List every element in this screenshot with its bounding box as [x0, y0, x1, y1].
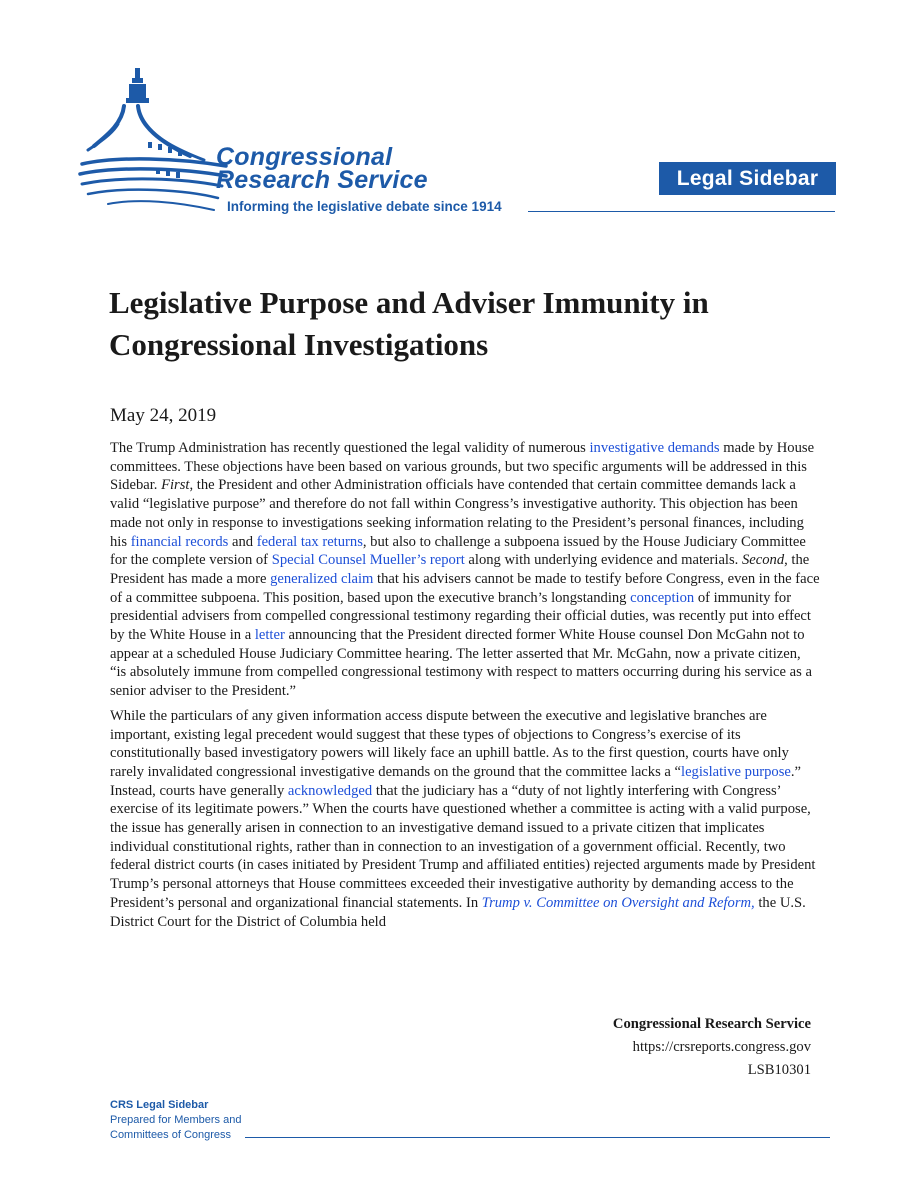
- footer-divider: [245, 1137, 830, 1138]
- text-run: , but also to challenge a subpoena issued by the House Judiciary Committee for the complete version of: [110, 533, 806, 569]
- tagline-divider: [528, 211, 835, 212]
- tagline: Informing the legislative debate since 1914: [227, 199, 502, 214]
- link-conception[interactable]: conception: [630, 589, 695, 606]
- paragraph-2: [110, 707, 820, 931]
- text-run: and: [228, 533, 257, 550]
- link-trump-v-committee[interactable]: Trump v. Committee on Oversight and Reform,: [481, 894, 755, 911]
- text-run: along with underlying evidence and materials.: [464, 552, 742, 569]
- link-acknowledged[interactable]: acknowledged: [287, 782, 373, 799]
- org-name-line2: Research Service: [216, 166, 428, 194]
- text-run: that his advisers cannot be made to testify before Congress, even in the face of a committee subpoena. This position, based upon the executive branch’s longstanding: [110, 570, 820, 606]
- text-run: made by House committees. These objections have been based on various grounds, but two specific arguments will be addressed in this Sidebar.: [110, 440, 815, 494]
- link-letter[interactable]: letter: [254, 627, 285, 644]
- org-name: [216, 143, 428, 194]
- footer-org: Congressional Research Service: [612, 1016, 811, 1032]
- link-generalized-claim[interactable]: generalized claim: [270, 570, 374, 587]
- footer-citation: [613, 1013, 811, 1082]
- text-run: announcing that the President directed former White House counsel Don McGahn not to appear at a scheduled House Judiciary Committee hearing. The letter asserted that Mr. McGahn, now a private citizen, “is absolutely immune from compelled congressional testimony with respect to matters occurring during his service as a senior adviser to the President.”: [110, 627, 812, 700]
- text-run: , the President and other Administration officials have contended that certain committee demands lack a valid “legislative purpose” and therefore do not fall within Congress’s investigative authority. This objection has been made not only in response to investigations seeking information relating to the President’s personal finances, including his: [110, 477, 804, 550]
- link-legislative-purpose[interactable]: legislative purpose: [681, 763, 791, 780]
- org-name-line1: Congressional: [216, 143, 393, 171]
- emphasis-first: First: [161, 477, 190, 494]
- paragraph-1: [110, 439, 820, 701]
- link-mueller-report[interactable]: Special Counsel Mueller’s report: [271, 552, 465, 569]
- link-financial-records[interactable]: financial records: [130, 533, 229, 550]
- link-investigative-demands[interactable]: investigative demands: [589, 440, 720, 456]
- crs-footer: [110, 1098, 241, 1143]
- legal-sidebar-badge: Legal Sidebar: [659, 162, 836, 195]
- crs-footer-line2: Prepared for Members and: [110, 1114, 242, 1126]
- footer-url[interactable]: https://crsreports.congress.gov: [632, 1039, 811, 1055]
- report-code: LSB10301: [747, 1062, 811, 1078]
- text-run: The Trump Administration has recently questioned the legal validity of numerous: [110, 440, 590, 456]
- publication-date: May 24, 2019: [110, 405, 217, 426]
- crs-footer-line3: Committees of Congress: [110, 1129, 232, 1141]
- text-run: While the particulars of any given information access dispute between the executive and legislative branches are important, existing legal precedent would suggest that these types of objections to Congress’s exercise of its constitutionally based investigatory powers will likely face an uphill battle. As to the first question, courts have only rarely invalidated congressional investigative demands on the ground that the committee lacks a “: [110, 707, 789, 780]
- text-run: .” Instead, courts have generally: [110, 763, 801, 799]
- crs-footer-title: CRS Legal Sidebar: [110, 1099, 209, 1111]
- document-body: [110, 439, 820, 937]
- text-run: that the judiciary has a “duty of not lightly interfering with Congress’ exercise of its legitimate powers.” When the courts have questioned whether a committee is acting with a valid purpose, the issue has generally arisen in connection to an investigative demand issued to a private citizen that implicates individual constitutional rights, rather than in connection to an investigation of a government official. Recently, two federal district courts (in cases initiated by President Trump and affiliated entities) rejected arguments made by President Trump’s personal attorneys that House committees exceeded their investigative authority by demanding access to the President’s personal and organizational financial statements. In: [110, 782, 816, 911]
- text-run: the U.S. District Court for the District of Columbia held: [110, 894, 806, 930]
- text-run: of immunity for presidential advisers from compelled congressional testimony regarding their official duties, was recently put into effect by the White House in a: [110, 589, 811, 644]
- link-federal-tax-returns[interactable]: federal tax returns: [256, 533, 363, 550]
- crs-logo: [78, 64, 538, 224]
- emphasis-second: Second: [741, 552, 785, 569]
- document-title: Legislative Purpose and Adviser Immunity in Congressional Investigations: [109, 285, 709, 362]
- text-run: , the President has made a more: [110, 552, 810, 587]
- capitol-dome-icon: [78, 64, 228, 219]
